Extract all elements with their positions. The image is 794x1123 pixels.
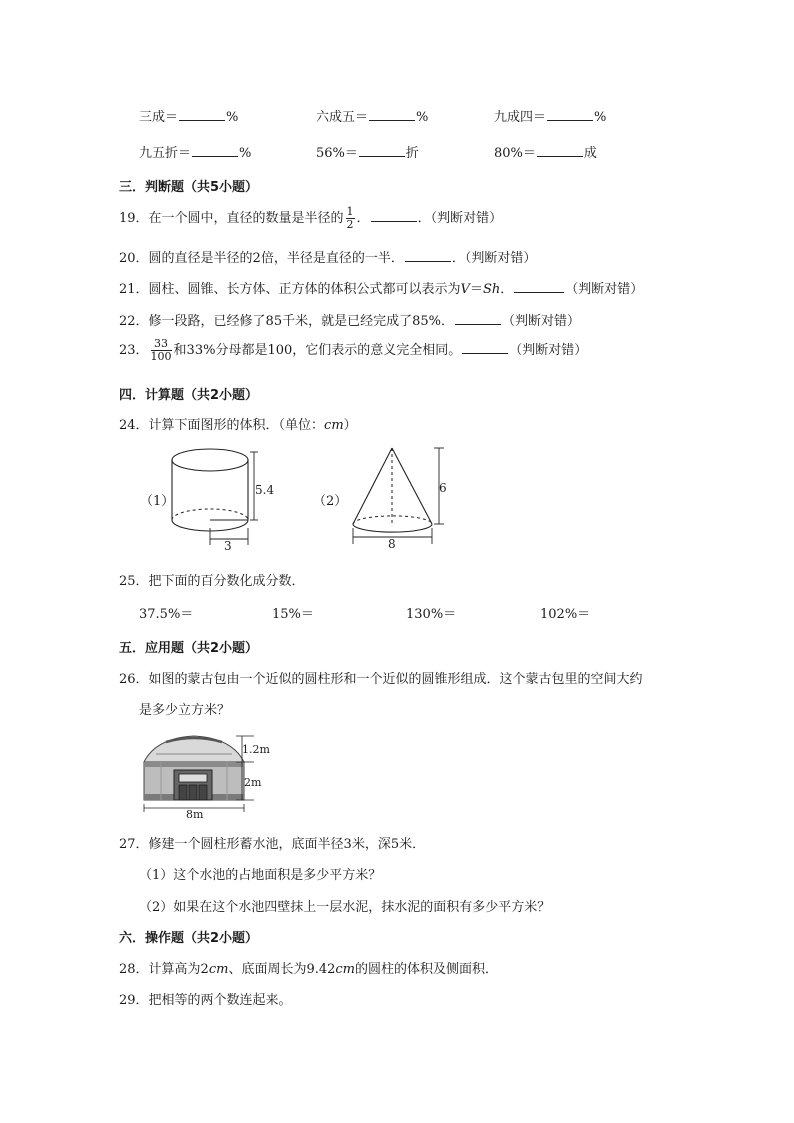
unit: cm: [208, 962, 229, 977]
percent-item: 130%＝: [406, 607, 457, 622]
answer-blank[interactable]: [371, 209, 417, 222]
percent-item: 15%＝: [272, 607, 314, 622]
expression: 九成四＝: [494, 110, 547, 125]
question-22: [119, 310, 580, 329]
answer-blank[interactable]: [462, 341, 508, 354]
question-hint: （判断对错）: [509, 343, 588, 358]
unit: %: [416, 110, 429, 125]
question-hint: （判断对错）: [501, 314, 580, 329]
roof-height-label: 1.2m: [242, 743, 270, 756]
fraction-denominator: 2: [346, 218, 354, 231]
punctuation: ）: [343, 418, 357, 433]
fraction-denominator: 100: [150, 350, 172, 363]
question-text: 28．计算高为2: [119, 962, 209, 977]
question-27-part-2: （2）如果在这个水池四壁抹上一层水泥，抹水泥的面积有多少平方米？: [139, 900, 551, 915]
punctuation: ．: [356, 211, 370, 226]
unit: 成: [583, 146, 597, 161]
radius-label: 3: [224, 539, 232, 553]
answer-blank[interactable]: [179, 108, 225, 121]
question-text: 20．圆的直径是半径的2倍，半径是直径的一半．: [119, 251, 404, 266]
fraction-numerator: 1: [346, 205, 354, 218]
question-19: [119, 206, 502, 231]
diameter-label: 8m: [186, 808, 204, 820]
wall-height-label: 2m: [244, 776, 262, 789]
answer-blank[interactable]: [514, 280, 564, 293]
formula-variable: Sh: [482, 282, 501, 297]
question-27-part-1: （1）这个水池的占地面积是多少平方米？: [139, 868, 382, 883]
section-title: 五．应用题（共2小题）: [119, 641, 259, 656]
answer-blank[interactable]: [405, 249, 451, 262]
question-hint: ．（判断对错）: [451, 251, 537, 266]
section-title: 六．操作题（共2小题）: [119, 931, 259, 946]
height-label: 6: [439, 481, 447, 495]
question-number: 23．: [119, 343, 149, 358]
question-hint: （判断对错）: [565, 282, 644, 297]
question-23: [119, 338, 587, 363]
question-hint: ．（判断对错）: [417, 211, 503, 226]
question-text: 19．在一个圆中，直径的数量是半径的: [119, 211, 344, 226]
figure-label: （2）: [313, 494, 348, 509]
question-21: [119, 278, 643, 297]
fraction-numerator: 33: [151, 338, 172, 351]
answer-blank[interactable]: [455, 312, 501, 325]
conversion-item: [316, 106, 428, 125]
cone-figure: [340, 444, 455, 552]
question-text: 22．修一段路，已经修了85千米，就是已经完成了85%．: [119, 314, 454, 329]
question-text: 21．圆柱、圆锥、长方体、正方体的体积公式都可以表示为: [119, 282, 461, 297]
question-text: 24．计算下面图形的体积．（单位：: [119, 418, 325, 433]
unit: %: [594, 110, 607, 125]
answer-blank[interactable]: [369, 108, 415, 121]
expression: 三成＝: [139, 110, 179, 125]
cylinder-figure: [165, 444, 280, 554]
answer-blank[interactable]: [547, 108, 593, 121]
conversion-item: [139, 142, 251, 161]
unit: %: [239, 146, 252, 161]
question-28: [119, 958, 498, 977]
unit: cm: [324, 418, 344, 433]
question-text: 的圆柱的体积及侧面积．: [355, 962, 499, 977]
percent-item: 102%＝: [540, 607, 591, 622]
diameter-label: 8: [388, 537, 396, 551]
formula-operator: ＝: [469, 282, 483, 297]
yurt-figure: [136, 728, 271, 820]
question-text: 、底面周长为9.42: [228, 962, 336, 977]
unit: cm: [335, 962, 355, 977]
section-title: 三．判断题（共5小题）: [119, 180, 259, 195]
unit: %: [226, 110, 239, 125]
unit: 折: [405, 146, 419, 161]
question-25: 25．把下面的百分数化成分数．: [119, 574, 305, 589]
expression: 80%＝: [494, 146, 536, 161]
answer-blank[interactable]: [359, 144, 405, 157]
figure-label: （1）: [140, 494, 175, 509]
formula-variable: V: [460, 282, 470, 297]
answer-blank[interactable]: [192, 144, 238, 157]
question-24: [119, 414, 357, 433]
conversion-item: [139, 106, 238, 125]
question-20: [119, 247, 536, 266]
conversion-item: [494, 106, 606, 125]
height-label: 5.4: [255, 483, 275, 497]
percent-item: 37.5%＝: [139, 607, 194, 622]
fraction: [346, 206, 355, 231]
question-29: 29．把相等的两个数连起来。: [119, 993, 292, 1008]
fraction: [151, 338, 172, 363]
punctuation: ．: [500, 282, 514, 297]
question-26-continued: 是多少立方米？: [139, 703, 231, 718]
conversion-item: [494, 142, 597, 161]
section-title: 四．计算题（共2小题）: [119, 388, 259, 403]
question-text: 和33%分母都是100，它们表示的意义完全相同。: [173, 343, 462, 358]
expression: 56%＝: [316, 146, 358, 161]
expression: 九五折＝: [139, 146, 192, 161]
expression: 六成五＝: [316, 110, 369, 125]
question-26: 26．如图的蒙古包由一个近似的圆柱形和一个近似的圆锥形组成．这个蒙古包里的空间大约: [119, 672, 643, 687]
conversion-item: [316, 142, 419, 161]
question-27: 27．修建一个圆柱形蓄水池，底面半径3米，深5米．: [119, 837, 426, 852]
answer-blank[interactable]: [537, 144, 583, 157]
